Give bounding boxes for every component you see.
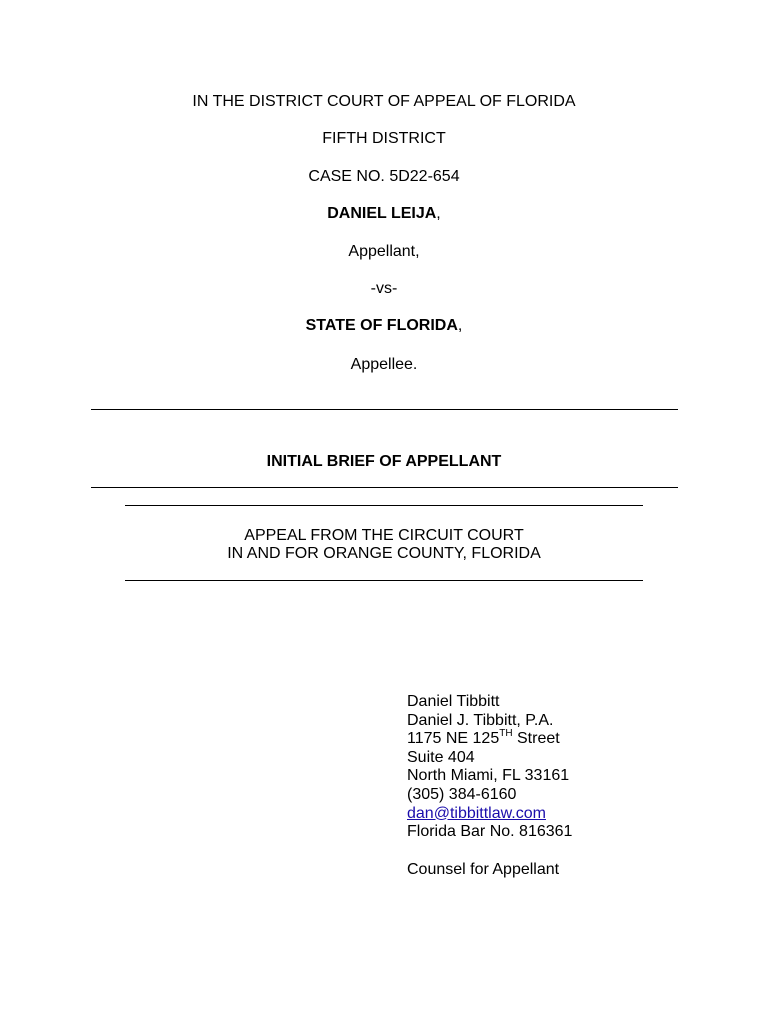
counsel-role: Counsel for Appellant — [407, 860, 560, 878]
counsel-city: North Miami, FL 33161 — [407, 767, 570, 785]
counsel-phone: (305) 384-6160 — [407, 785, 517, 803]
case-number: CASE NO. 5D22-654 — [308, 168, 460, 185]
court-heading: IN THE DISTRICT COURT OF APPEAL OF FLORIDA — [192, 93, 576, 110]
appeal-from-line1: APPEAL FROM THE CIRCUIT COURT — [244, 527, 524, 544]
appellant-role: Appellant, — [348, 243, 420, 260]
counsel-email-link[interactable]: dan@tibbittlaw.com — [407, 804, 546, 822]
versus-label: -vs- — [370, 280, 398, 297]
appellee-line — [0, 316, 768, 336]
brief-title: INITIAL BRIEF OF APPELLANT — [266, 453, 502, 470]
appellant-name: DANIEL LEIJA — [327, 205, 437, 222]
street-type: Street — [512, 730, 560, 748]
street-superscript: TH — [499, 727, 513, 739]
divider-line — [91, 409, 678, 410]
appellee-role: Appellee. — [350, 356, 418, 373]
counsel-street — [407, 727, 572, 749]
counsel-firm: Daniel J. Tibbitt, P.A. — [407, 711, 554, 729]
divider-line — [125, 505, 643, 506]
district-heading: FIFTH DISTRICT — [322, 130, 446, 147]
street-number: 1175 NE 125 — [407, 730, 500, 748]
appellant-comma: , — [436, 205, 441, 222]
appellee-comma: , — [457, 317, 463, 334]
appellee-name: STATE OF FLORIDA — [305, 317, 458, 334]
divider-line — [125, 580, 643, 581]
appellant-line — [0, 204, 768, 224]
counsel-block — [407, 693, 572, 879]
divider-line — [91, 487, 678, 488]
appeal-from-line2: IN AND FOR ORANGE COUNTY, FLORIDA — [227, 545, 541, 562]
counsel-suite: Suite 404 — [407, 748, 475, 766]
counsel-bar-number: Florida Bar No. 816361 — [407, 823, 573, 841]
counsel-name: Daniel Tibbitt — [407, 693, 500, 710]
